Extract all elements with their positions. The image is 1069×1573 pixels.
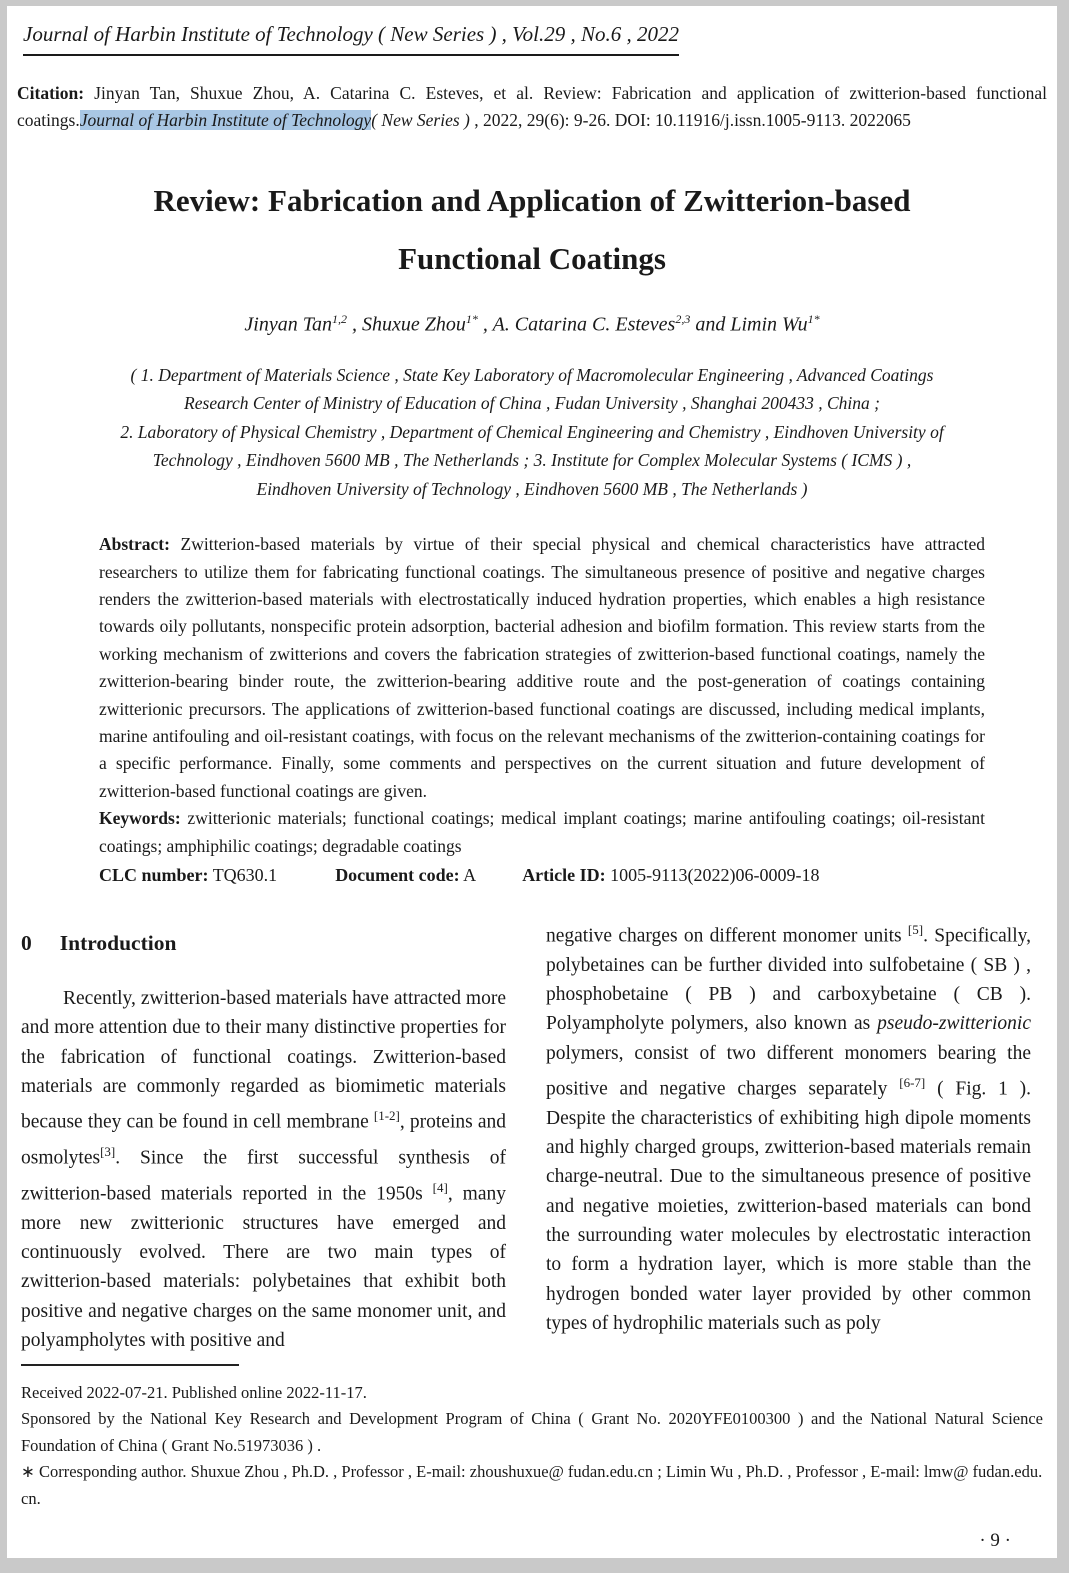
affiliations	[7, 361, 1057, 504]
affiliation-line: Eindhoven University of Technology , Eindhoven 5600 MB , The Netherlands )	[256, 478, 808, 499]
intro-paragraph-right: negative charges on different monomer units [5]. Specifically, polybetaines can be further divided into sulfobetaine ( SB ) , phosphobetaine ( PB ) and carboxybetaine ( CB ). Polyampholyte polymers, also known as pseudo-zwitterionic polymers, consist of two different monomers bearing the positive and negative charges separately [6-7] ( Fig. 1 ). Despite the characteristics of exhibiting high dipole moments and highly charged groups, zwitterion-based materials remain charge-neutral. Due to the simultaneous presence of positive and negative moieties, zwitterion-based materials can bond the surrounding water molecules by electrostatic interaction to form a hydration layer, which is more stable than the hydrogen bonded water layer provided by other common types of hydrophilic materials such as poly	[546, 922, 1031, 1334]
abstract-block	[99, 531, 985, 805]
paper-page	[7, 6, 1057, 1558]
author-name: Limin Wu	[730, 313, 808, 336]
reference-superscript: [3]	[100, 1144, 116, 1160]
reference-superscript: [1-2]	[373, 1108, 400, 1124]
author-superscript: 2,3	[675, 312, 691, 326]
affiliation-line: Technology , Eindhoven 5600 MB , The Netherlands ; 3. Institute for Complex Molecular Systems ( ICMS ) ,	[152, 450, 912, 471]
citation-doi: , 2022, 29(6): 9-26. DOI: 10.11916/j.issn.1005-9113. 2022065	[469, 110, 911, 130]
clc-number-label: CLC number:	[99, 865, 209, 886]
section-number: 0	[21, 931, 32, 956]
paper-title-line1: Review: Fabrication and Application of Zwitterion-based	[153, 183, 911, 218]
document-code-value: A	[459, 865, 477, 886]
author-superscript: 1*	[465, 312, 478, 326]
affiliation-line: 2. Laboratory of Physical Chemistry , Department of Chemical Engineering and Chemistry , Eindhoven University of	[120, 421, 944, 442]
citation-series: ( New Series )	[371, 110, 470, 130]
affiliation-line: Research Center of Ministry of Education of China , Fudan University , Shanghai 200433 , China ;	[184, 393, 880, 414]
abstract-text: Zwitterion-based materials by virtue of their special physical and chemical characteristics have attracted researchers to utilize them for fabricating functional coatings. The simultaneous presence of positive and negative charges renders the zwitterion-based materials with electrostatically induced hydration properties, which enables a high resistance towards oily pollutants, nonspecific protein adsorption, bacterial adhesion and biofilm formation. This review starts from the working mechanism of zwitterions and covers the fabrication strategies of zwitterion-based functional coatings, namely the zwitterion-bearing binder route, the zwitterion-bearing additive route and the post-generation of coatings containing zwitterionic precursors. The applications of zwitterion-based functional coatings are discussed, including medical implants, marine antifouling and oil-resistant coatings, with focus on the relevant mechanisms of the zwitterion-containing coatings for a specific performance. Finally, some comments and perspectives on the current situation and future development of zwitterion-based functional coatings are given.	[99, 534, 985, 801]
clc-number-value: TQ630.1	[208, 865, 278, 886]
author-name: A. Catarina C. Esteves	[492, 313, 676, 336]
keywords-text: zwitterionic materials; functional coatings; medical implant coatings; marine antifouling coatings; oil-resistant coatings; amphiphilic coatings; degradable coatings	[99, 808, 985, 856]
meta-line	[99, 861, 997, 889]
body-columns	[21, 915, 1043, 1385]
article-id-label: Article ID:	[522, 865, 606, 886]
author-superscript: 1*	[807, 312, 820, 326]
journal-header: Journal of Harbin Institute of Technology ( New Series ) , Vol.29 , No.6 , 2022	[23, 22, 679, 56]
citation-text: Jinyan Tan, Shuxue Zhou, A. Catarina C. Esteves, et al. Review: Fabrication and application of zwitterion-based functional coatings.	[17, 83, 1047, 130]
sponsored-line: Sponsored by the National Key Research and Development Program of China ( Grant No. 2020YFE0100300 ) and the National Natural Science Foundation of China ( Grant No.51973036 ) .	[21, 1409, 1043, 1455]
document-code-label: Document code:	[335, 865, 460, 886]
article-id-value: 1005-9113(2022)06-0009-18	[605, 865, 820, 886]
affiliation-line: ( 1. Department of Materials Science , State Key Laboratory of Macromolecular Engineering , Advanced Coatings	[130, 364, 934, 385]
section-title: Introduction	[59, 931, 177, 956]
authors-line: Jinyan Tan$^{1,2}$ , Shuxue Zhou$^{1*}$ , A. Catarina C. Esteves$^{2,3}$ and Limin $Wu^{1*}$	[244, 312, 820, 336]
abstract-label: Abstract:	[99, 534, 170, 555]
italic-term: pseudo-zwitterionic	[877, 1013, 1031, 1035]
paper-title	[7, 172, 1057, 288]
section-heading	[21, 931, 506, 956]
citation-journal-highlight: Journal of Harbin Institute of Technology	[79, 110, 372, 130]
reference-superscript: [4]	[432, 1179, 448, 1195]
reference-superscript: [5]	[907, 922, 924, 938]
reference-superscript: [6-7]	[899, 1075, 926, 1091]
corresponding-author-line: ∗ Corresponding author. Shuxue Zhou , Ph.D. , Professor , E-mail: zhoushuxue@ fudan.edu.cn ; Limin Wu , Ph.D. , Professor , E-mail: lmw@ fudan.edu. cn.	[21, 1462, 1043, 1508]
paper-title-line2: Functional Coatings	[398, 241, 666, 276]
intro-paragraph-left: Recently, zwitterion-based materials have attracted more and more attention due to their many distinctive properties for the fabrication of functional coatings. Zwitterion-based materials are commonly regarded as biomimetic materials because they can be found in cell membrane [1-2], proteins and osmolytes[3]. Since the first successful synthesis of zwitterion-based materials reported in the 1950s [4], many more new zwitterionic structures have emerged and continuously evolved. There are two main types of zwitterion-based materials: polybetaines that exhibit both positive and negative charges on the same monomer unit, and polyampholytes with positive and	[21, 988, 506, 1351]
keywords-label: Keywords:	[99, 808, 181, 829]
author-name: Shuxue Zhou	[362, 313, 466, 336]
keywords-block	[99, 805, 985, 860]
right-column	[546, 915, 1031, 1385]
author-superscript: 1,2	[332, 312, 348, 326]
page-number: · 9 ·	[979, 1530, 1011, 1551]
author-name: Jinyan Tan	[244, 313, 333, 336]
left-column	[21, 915, 506, 1385]
citation-block	[17, 80, 1047, 134]
footnote-divider	[21, 1364, 239, 1366]
citation-label: Citation:	[17, 83, 85, 103]
received-line: Received 2022-07-21. Published online 2022-11-17.	[21, 1382, 367, 1402]
footer	[21, 1364, 1043, 1553]
